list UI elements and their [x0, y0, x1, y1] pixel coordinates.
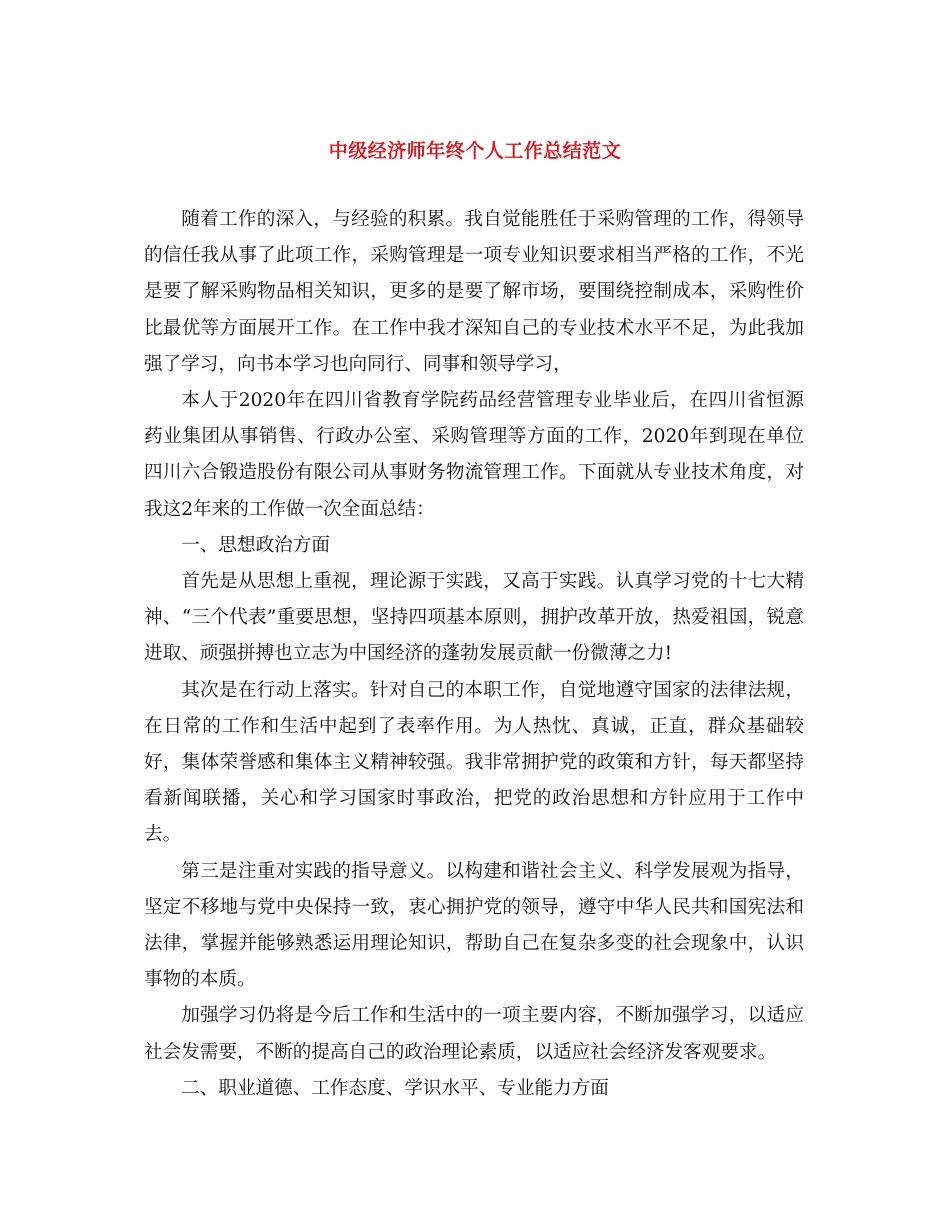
document-title: 中级经济师年终个人工作总结范文 [328, 140, 622, 162]
section-heading-ethics: 二、职业道德、工作态度、学识水平、专业能力方面 [181, 1077, 609, 1099]
paragraph-first: 首先是从思想上重视，理论源于实践，又高于实践。认真学习党的十七大精神、“三个代表”重要思想，坚持四项基本原则，拥护改革开放，热爱祖国，锐意进取、顽强拼搏也立志为中国经济的蓬勃发展贡献一份微薄之力! [144, 571, 804, 665]
document-body [144, 202, 804, 1107]
paragraph-background: 本人于2020年在四川省教育学院药品经营管理专业毕业后，在四川省恒源药业集团从事销售、行政办公室、采购管理等方面的工作，2020年到现在单位四川六合锻造股份有限公司从事财务物流管理工作。下面就从专业技术角度，对我这2年来的工作做一次全面总结： [144, 390, 804, 520]
paragraph-second: 其次是在行动上落实。针对自己的本职工作，自觉地遵守国家的法律法规，在日常的工作和生活中起到了表率作用。为人热忱、真诚，正直，群众基础较好，集体荣誉感和集体主义精神较强。我非常拥护党的政策和方针，每天都坚持看新闻联播，关心和学习国家时事政治，把党的政治思想和方针应用于工作中去。 [144, 679, 804, 846]
section-heading-political: 一、思想政治方面 [181, 534, 330, 556]
paragraph-intro: 随着工作的深入，与经验的积累。我自觉能胜任于采购管理的工作，得领导的信任我从事了此项工作，采购管理是一项专业知识要求相当严格的工作，不光是要了解采购物品相关知识，更多的是要了解市场，要围绕控制成本，采购性价比最优等方面展开工作。在工作中我才深知自己的专业技术水平不足，为此我加强了学习，向书本学习也向同行、同事和领导学习， [144, 209, 804, 375]
paragraph-third: 第三是注重对实践的指导意义。以构建和谐社会主义、科学发展观为指导，坚定不移地与党中央保持一致，衷心拥护党的领导，遵守中华人民共和国宪法和法律，掌握并能够熟悉运用理论知识，帮助自己在复杂多变的社会现象中，认识事物的本质。 [144, 860, 804, 991]
paragraph-study: 加强学习仍将是今后工作和生活中的一项主要内容，不断加强学习，以适应社会发需要，不断的提高自己的政治理论素质，以适应社会经济发客观要求。 [144, 1005, 804, 1063]
